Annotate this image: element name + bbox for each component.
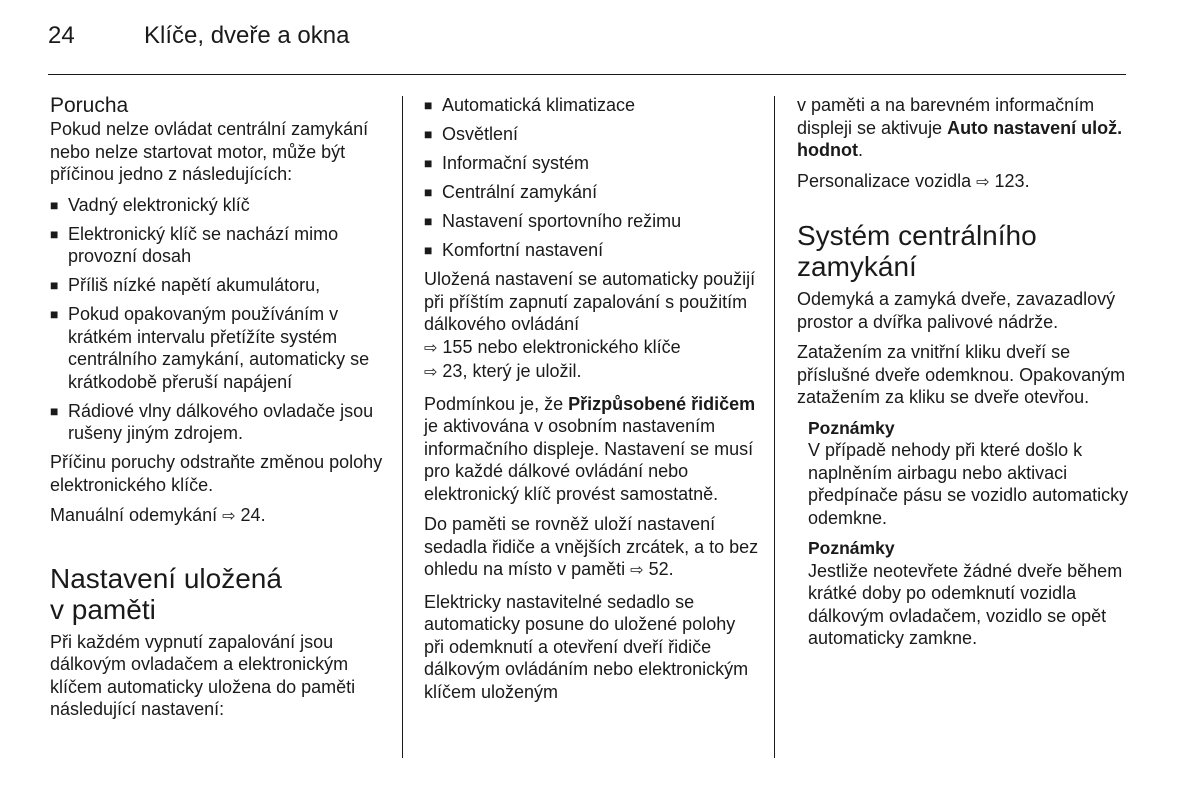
list-item: ■ Nastavení sportovního režimu — [424, 211, 682, 231]
central-locking-intro: Odemyká a zamyká dveře, zavazadlový prostor a dvířka palivové nádrže. — [797, 289, 1116, 332]
chapter-title: Klíče, dveře a okna — [144, 22, 350, 49]
list-item: ■ Komfortní nastavení — [424, 240, 604, 260]
column-divider-1 — [402, 96, 403, 758]
note-title: Poznámky — [808, 538, 895, 558]
remedy-text: Příčinu poruchy odstraňte změnou polohy elektronického klíče. — [50, 452, 383, 495]
condition-paragraph: Podmínkou je, že Přizpůsobené řidičem je aktivována v osobním nastavením informačního displeje. Nastavení se musí pro každé dálkové ovládání nebo elektronický klíč provést samostatně. — [424, 393, 756, 504]
note-1 — [808, 417, 1131, 530]
door-handle-paragraph: Zatažením za vnitřní kliku dveří se příslušné dveře odemknou. Opakovaným zatažením za kliku se dveře otevřou. — [797, 342, 1126, 407]
bullet-icon: ■ — [424, 242, 433, 258]
electric-seat-paragraph: Elektricky nastavitelné sedadlo se automaticky posune do uložené polohy při odemknutí a otevření dveří řidiče dálkovým ovládáním nebo elektronickým klíčem uloženým — [424, 591, 749, 702]
memory-intro: Při každém vypnutí zapalování jsou dálkovým ovladačem a elektronickým klíčem automaticky uložena do paměti následující nastavení: — [50, 631, 356, 719]
bullet-icon: ■ — [50, 277, 59, 293]
note-text: Jestliže neotevřete žádné dveře během krátké doby po odemknutí vozidla dálkovým ovladačem, vozidlo se opět automaticky zamkne. — [808, 560, 1123, 648]
section-heading-porucha: Porucha — [50, 94, 129, 117]
list-item: ■ Centrální zamykání — [424, 182, 598, 202]
page-ref[interactable]: 24. — [240, 505, 266, 525]
page-ref-arrow-icon: ⇨ — [424, 364, 438, 381]
bullet-icon: ■ — [50, 225, 59, 242]
page-ref-arrow-icon: ⇨ — [222, 508, 236, 525]
section-heading-memory: Nastavení uložená v paměti — [50, 562, 282, 625]
manual-unlock-ref: Manuální odemykání ⇨ 24. — [50, 505, 266, 525]
note-title: Poznámky — [808, 417, 895, 438]
note-text: V případě nehody při které došlo k naplněním airbagu nebo aktivaci předpínače pásu se vozidlo automaticky odemkne. — [808, 440, 1129, 528]
header-rule — [48, 74, 1126, 75]
bullet-icon: ■ — [424, 213, 433, 229]
page-ref-arrow-icon: ⇨ — [424, 339, 438, 357]
bullet-icon: ■ — [424, 97, 433, 113]
list-item: ■ Rádiové vlny dálkového ovladače jsou rušeny jiným zdrojem. — [50, 400, 374, 443]
section-heading-central-locking: Systém centrálního zamykání — [797, 220, 1037, 282]
personalization-ref: Personalizace vozidla ⇨ 123. — [797, 170, 1030, 191]
page-header — [48, 22, 349, 50]
list-item: ■ Vadný elektronický klíč — [50, 194, 250, 215]
continuation-paragraph: v paměti a na barevném informačním displeji se aktivuje Auto nastavení ulož. hodnot. — [797, 95, 1123, 160]
column-3 — [797, 94, 1131, 658]
list-item: ■ Informační systém — [424, 153, 590, 173]
list-item: ■ Osvětlení — [424, 124, 519, 144]
list-item: ■ Elektronický klíč se nachází mimo provozní dosah — [50, 223, 339, 266]
list-item: ■ Příliš nízké napětí akumulátoru, — [50, 275, 321, 295]
bullet-icon: ■ — [424, 126, 433, 142]
setting-name: Přizpůsobené řidičem — [568, 393, 756, 414]
bullet-icon: ■ — [424, 184, 433, 200]
auto-apply-paragraph: Uložená nastavení se automaticky použijí při příštím zapnutí zapalování s použitím dálkového ovládání ⇨ 155 nebo elektronického klíče ⇨ 23, který je uložil. — [424, 269, 756, 381]
page-ref-arrow-icon: ⇨ — [976, 173, 990, 191]
note-2 — [808, 537, 1131, 650]
column-1 — [50, 94, 390, 729]
setting-name: Auto nastavení ulož. hodnot — [797, 117, 1123, 160]
bullet-icon: ■ — [50, 402, 59, 419]
list-item: ■ Automatická klimatizace — [424, 95, 636, 115]
stored-settings-list — [424, 94, 760, 262]
page-ref[interactable]: 123. — [994, 170, 1030, 191]
fault-causes-list — [50, 194, 390, 445]
page-number: 24 — [48, 22, 75, 49]
porucha-intro: Pokud nelze ovládat centrální zamykání nebo nelze startovat motor, může být příčinou jedno z následujících: — [50, 119, 369, 184]
bullet-icon: ■ — [424, 155, 433, 171]
column-2 — [424, 94, 760, 711]
bullet-icon: ■ — [50, 306, 59, 322]
list-item: ■ Pokud opakovaným používáním v krátkém intervalu přetížíte systém centrálního zamykání, automaticky se krátkodobě přeruší napájení — [50, 304, 370, 392]
page-ref-arrow-icon: ⇨ — [630, 562, 644, 579]
bullet-icon: ■ — [50, 196, 59, 213]
column-divider-2 — [774, 96, 775, 758]
seat-mirror-paragraph: Do paměti se rovněž uloží nastavení sedadla řidiče a vnějších zrcátek, a to bez ohledu na místo v paměti ⇨ 52. — [424, 514, 759, 579]
